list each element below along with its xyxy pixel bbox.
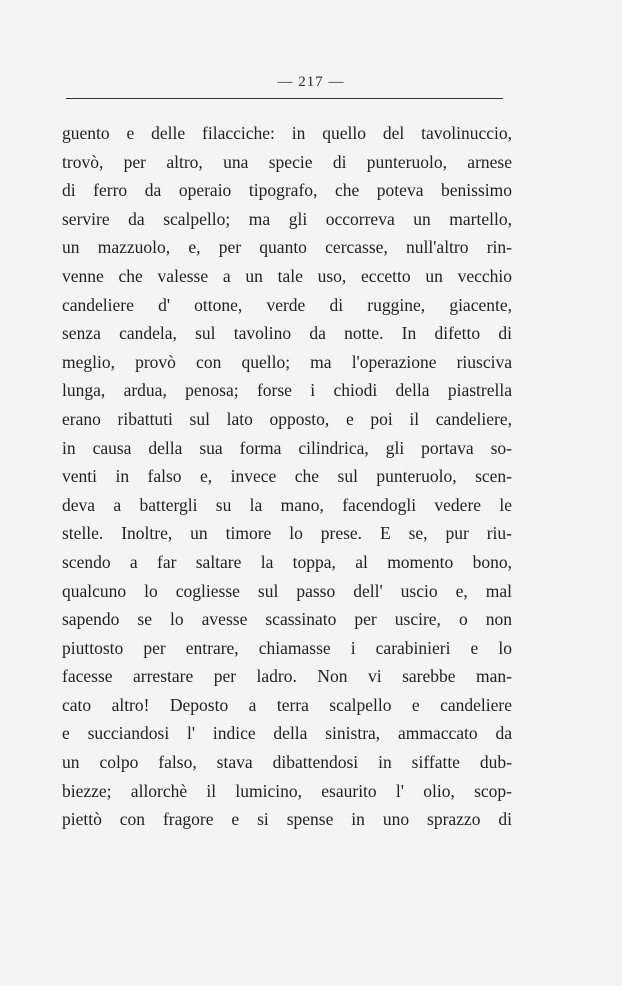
text-line: un mazzuolo, e, per quanto cercasse, null'altro rin- (62, 237, 512, 258)
text-line: piettò con fragore e si spense in uno sprazzo di (62, 809, 512, 830)
text-line: facesse arrestare per ladro. Non vi sarebbe man- (62, 666, 512, 687)
text-line: sapendo se lo avesse scassinato per uscire, o non (62, 609, 512, 630)
text-line: di ferro da operaio tipografo, che poteva benissimo (62, 180, 512, 201)
text-line: servire da scalpello; ma gli occorreva un martello, (62, 208, 512, 229)
text-line: stelle. Inoltre, un timore lo prese. E se, pur riu- (62, 523, 512, 544)
text-line: cato altro! Deposto a terra scalpello e candeliere (62, 694, 512, 715)
text-line: senza candela, sul tavolino da notte. In difetto di (62, 323, 512, 344)
text-line: deva a battergli su la mano, facendogli vedere le (62, 494, 512, 515)
header-rule (66, 98, 503, 99)
text-line: guento e delle filacciche: in quello del tavolinuccio, (62, 123, 512, 143)
text-line: qualcuno lo cogliesse sul passo dell' uscio e, mal (62, 580, 512, 601)
text-line: biezze; allorchè il lumicino, esaurito l' olio, scop- (62, 780, 512, 801)
text-line: venne che valesse a un tale uso, eccetto un vecchio (62, 265, 512, 286)
text-line: lunga, ardua, penosa; forse i chiodi della piastrella (62, 380, 512, 401)
body-text (62, 119, 512, 834)
text-line: venti in falso e, invece che sul punteruolo, scen- (62, 466, 512, 487)
text-line: un colpo falso, stava dibattendosi in siffatte dub- (62, 752, 512, 773)
page-number: — 217 — (277, 74, 345, 90)
text-line: erano ribattuti sul lato opposto, e poi il candeliere, (62, 408, 512, 429)
text-line: scendo a far saltare la toppa, al momento bono, (62, 551, 512, 572)
text-line: piuttosto per entrare, chiamasse i carabinieri e lo (62, 637, 512, 658)
text-line: trovò, per altro, una specie di punteruolo, arnese (62, 151, 512, 172)
text-line: in causa della sua forma cilindrica, gli portava so- (62, 437, 512, 458)
text-line: e succiandosi l' indice della sinistra, ammaccato da (62, 723, 512, 744)
text-line: candeliere d' ottone, verde di ruggine, giacente, (62, 294, 512, 315)
text-line: meglio, provò con quello; ma l'operazione riusciva (62, 351, 512, 372)
